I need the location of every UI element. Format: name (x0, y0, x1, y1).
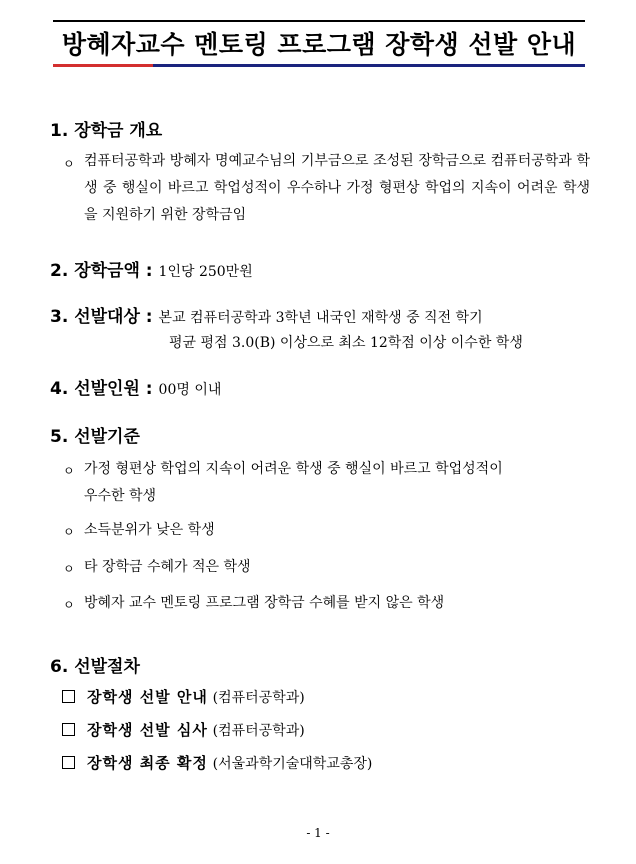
amount-value: 1인당 250만원 (158, 264, 253, 280)
checkbox-icon (62, 756, 75, 769)
checkbox-icon (62, 690, 75, 703)
bullet-marker: ㅇ (63, 598, 75, 612)
count-value: 00명 이내 (158, 382, 222, 398)
title-box (53, 20, 585, 64)
bullet-marker: ㅇ (63, 464, 75, 478)
procedure-step-sub: (컴퓨터공학과) (212, 690, 305, 706)
section-amount (50, 256, 253, 281)
section-overview-heading: 1. 장학금 개요 (50, 121, 163, 141)
section-target-heading: 3. 선발대상 : (50, 307, 153, 327)
procedure-step-sub: (컴퓨터공학과) (212, 723, 305, 739)
criteria-item-1-line-2: 우수한 학생 (84, 488, 157, 504)
procedure-step-sub: (서울과학기술대학교총장) (212, 756, 373, 772)
title-underline-red (53, 64, 153, 67)
target-line-1: 본교 컴퓨터공학과 3학년 내국인 재학생 중 직전 학기 (158, 310, 483, 326)
section-procedure-heading: 6. 선발절차 (50, 657, 140, 677)
procedure-step-3 (62, 752, 372, 773)
procedure-step-1 (62, 686, 305, 707)
procedure-step-2 (62, 719, 305, 740)
criteria-item-2: 소득분위가 낮은 학생 (84, 522, 215, 538)
section-criteria-heading: 5. 선발기준 (50, 427, 140, 447)
page-title: 방혜자교수 멘토링 프로그램 장학생 선발 안내 (61, 30, 577, 59)
page-number: - 1 - (306, 826, 330, 840)
bullet-marker: ㅇ (63, 525, 75, 539)
section-target (50, 302, 483, 327)
procedure-step-main: 장학생 최종 확정 (87, 754, 208, 772)
criteria-item-1-line-1: 가정 형편상 학업의 지속이 어려운 학생 중 행실이 바르고 학업성적이 (84, 461, 503, 477)
section-count (50, 374, 221, 399)
bullet-marker: ㅇ (63, 157, 75, 171)
title-underline-blue (153, 64, 585, 67)
bullet-marker: ㅇ (63, 562, 75, 576)
overview-paragraph: 컴퓨터공학과 방혜자 명예교수님의 기부금으로 조성된 장학금으로 컴퓨터공학과 학생 중 행실이 바르고 학업성적이 우수하나 가정 형편상 학업의 지속이 어려운 학생을 지원하기 위한 장학금임 (84, 153, 590, 223)
procedure-step-main: 장학생 선발 심사 (87, 721, 208, 739)
section-count-heading: 4. 선발인원 : (50, 379, 153, 399)
checkbox-icon (62, 723, 75, 736)
section-amount-heading: 2. 장학금액 : (50, 261, 153, 281)
criteria-item-4: 방혜자 교수 멘토링 프로그램 장학금 수혜를 받지 않은 학생 (84, 595, 445, 611)
procedure-step-main: 장학생 선발 안내 (87, 688, 208, 706)
target-line-2: 평균 평점 3.0(B) 이상으로 최소 12학점 이상 이수한 학생 (169, 335, 523, 351)
criteria-item-3: 타 장학금 수혜가 적은 학생 (84, 559, 251, 575)
